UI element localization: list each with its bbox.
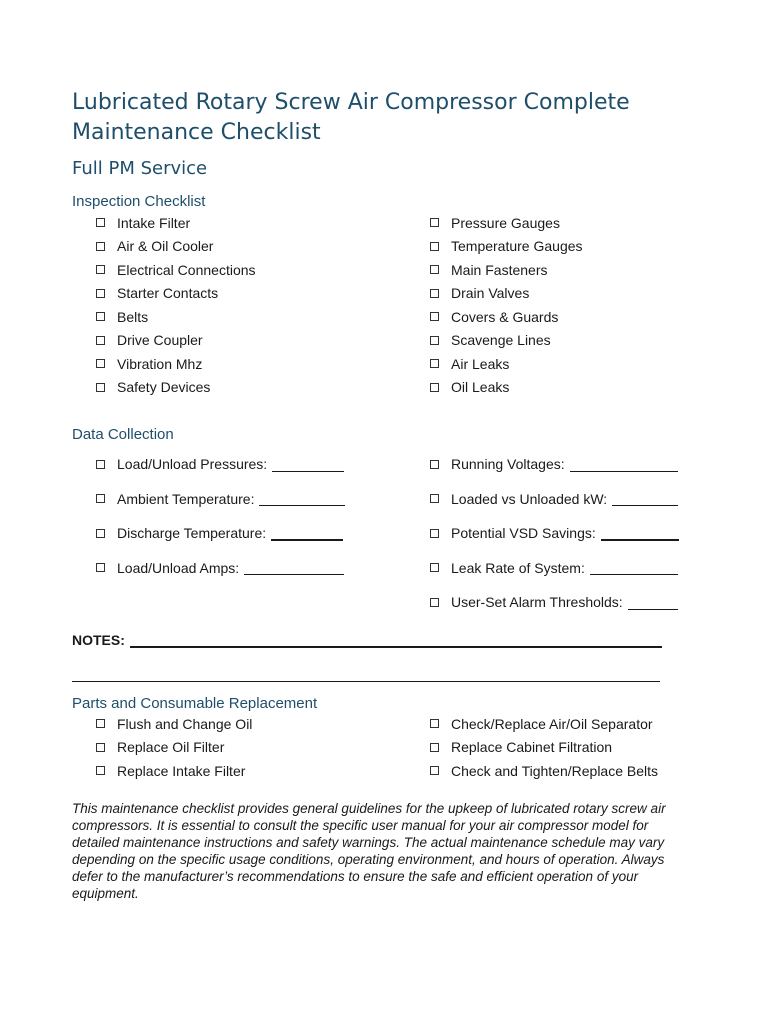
checkbox-icon[interactable]	[430, 242, 439, 251]
data-item[interactable]	[406, 516, 679, 551]
inspection-item-label: Safety Devices	[117, 379, 211, 396]
disclaimer-paragraph: This maintenance checklist provides general guidelines for the upkeep of lubricated rotary screw air compressors. It is essential to consult the specific user manual for your air compressor model for detailed maintenance instructions and safety warnings. The actual maintenance schedule may vary depending on the specific usage conditions, operating environment, and hours of operation. Always defer to the manufacturer’s recommendations to ensure the safe and efficient operation of your equipment.	[72, 801, 666, 901]
inspection-item[interactable]	[406, 235, 583, 259]
inspection-item[interactable]	[406, 305, 583, 329]
inspection-item-label: Scavenge Lines	[451, 332, 551, 349]
checkbox-icon[interactable]	[430, 563, 439, 572]
checkbox-icon[interactable]	[96, 494, 105, 503]
parts-item[interactable]	[406, 759, 658, 783]
inspection-item[interactable]	[72, 258, 256, 282]
inspection-item[interactable]	[406, 258, 583, 282]
data-item-label: Ambient Temperature:	[117, 490, 255, 507]
parts-item[interactable]	[406, 712, 658, 736]
inspection-item[interactable]	[406, 329, 583, 353]
data-item[interactable]	[406, 482, 679, 517]
data-item-label: User-Set Alarm Thresholds:	[451, 594, 623, 611]
data-entry-field[interactable]	[271, 525, 343, 541]
parts-item-label: Replace Intake Filter	[117, 762, 246, 779]
data-item[interactable]	[72, 482, 345, 517]
notes-field[interactable]	[130, 632, 662, 648]
parts-item-label: Replace Cabinet Filtration	[451, 739, 613, 756]
inspection-item-label: Intake Filter	[117, 214, 191, 231]
checkbox-icon[interactable]	[430, 289, 439, 298]
inspection-item[interactable]	[72, 376, 256, 400]
data-item[interactable]	[72, 551, 345, 586]
checkbox-icon[interactable]	[96, 218, 105, 227]
checkbox-icon[interactable]	[96, 289, 105, 298]
parts-list-left	[72, 712, 252, 783]
inspection-item-label: Pressure Gauges	[451, 214, 560, 231]
checkbox-icon[interactable]	[430, 383, 439, 392]
parts-item[interactable]	[406, 736, 658, 760]
data-entry-field[interactable]	[590, 560, 678, 575]
checkbox-icon[interactable]	[430, 460, 439, 469]
checkbox-icon[interactable]	[96, 563, 105, 572]
checkbox-icon[interactable]	[430, 265, 439, 274]
data-item[interactable]	[406, 585, 679, 620]
checkbox-icon[interactable]	[96, 529, 105, 538]
parts-heading: Parts and Consumable Replacement	[72, 695, 318, 712]
inspection-item[interactable]	[72, 211, 256, 235]
inspection-heading: Inspection Checklist	[72, 193, 206, 210]
data-item[interactable]	[406, 447, 679, 482]
data-entry-field[interactable]	[259, 491, 345, 506]
checkbox-icon[interactable]	[430, 359, 439, 368]
data-entry-field[interactable]	[272, 457, 344, 472]
checkbox-icon[interactable]	[96, 265, 105, 274]
checkbox-icon[interactable]	[96, 242, 105, 251]
inspection-item[interactable]	[406, 376, 583, 400]
data-item-label: Running Voltages:	[451, 456, 565, 473]
inspection-list-left	[72, 211, 256, 399]
data-item-label: Leak Rate of System:	[451, 559, 585, 576]
data-item-label: Load/Unload Pressures:	[117, 456, 268, 473]
inspection-item-label: Starter Contacts	[117, 285, 219, 302]
inspection-item-label: Belts	[117, 308, 149, 325]
checkbox-icon[interactable]	[430, 494, 439, 503]
inspection-item-label: Drain Valves	[451, 285, 530, 302]
checkbox-icon[interactable]	[430, 719, 439, 728]
parts-item[interactable]	[72, 712, 252, 736]
inspection-item[interactable]	[72, 329, 256, 353]
inspection-list-right	[406, 211, 583, 399]
document-title: Lubricated Rotary Screw Air Compressor Complete Maintenance Checklist	[72, 90, 630, 145]
checkbox-icon[interactable]	[96, 383, 105, 392]
checkbox-icon[interactable]	[96, 336, 105, 345]
checkbox-icon[interactable]	[430, 529, 439, 538]
checkbox-icon[interactable]	[430, 218, 439, 227]
parts-item-label: Replace Oil Filter	[117, 739, 225, 756]
data-item-label: Discharge Temperature:	[117, 525, 267, 542]
checkbox-icon[interactable]	[430, 336, 439, 345]
data-collection-heading: Data Collection	[72, 426, 174, 443]
inspection-item[interactable]	[72, 282, 256, 306]
checkbox-icon[interactable]	[96, 312, 105, 321]
inspection-item-label: Temperature Gauges	[451, 238, 583, 255]
inspection-item-label: Covers & Guards	[451, 308, 559, 325]
checkbox-icon[interactable]	[430, 598, 439, 607]
inspection-item[interactable]	[72, 352, 256, 376]
checkbox-icon[interactable]	[430, 312, 439, 321]
parts-item-label: Check/Replace Air/Oil Separator	[451, 715, 653, 732]
data-entry-field[interactable]	[612, 491, 678, 506]
inspection-item-label: Air Leaks	[451, 355, 510, 372]
inspection-item-label: Main Fasteners	[451, 261, 548, 278]
data-item-label: Potential VSD Savings:	[451, 525, 596, 542]
inspection-item[interactable]	[72, 235, 256, 259]
checkbox-icon[interactable]	[96, 359, 105, 368]
checkbox-icon[interactable]	[96, 766, 105, 775]
data-item[interactable]	[72, 447, 345, 482]
data-item[interactable]	[406, 551, 679, 586]
data-item-label: Load/Unload Amps:	[117, 559, 240, 576]
data-entry-field[interactable]	[628, 595, 678, 610]
inspection-item-label: Drive Coupler	[117, 332, 203, 349]
data-list-right	[406, 447, 679, 620]
notes-row	[72, 632, 662, 648]
document-subtitle: Full PM Service	[72, 158, 208, 179]
checkbox-icon[interactable]	[96, 460, 105, 469]
data-list-left	[72, 447, 345, 585]
notes-field-line-2[interactable]	[72, 681, 660, 682]
inspection-item-label: Air & Oil Cooler	[117, 238, 214, 255]
inspection-item[interactable]	[72, 305, 256, 329]
parts-item-label: Flush and Change Oil	[117, 715, 253, 732]
inspection-item-label: Vibration Mhz	[117, 355, 203, 372]
data-entry-field[interactable]	[601, 525, 679, 541]
checkbox-icon[interactable]	[96, 743, 105, 752]
checkbox-icon[interactable]	[430, 743, 439, 752]
checkbox-icon[interactable]	[96, 719, 105, 728]
parts-item-label: Check and Tighten/Replace Belts	[451, 762, 659, 779]
parts-item[interactable]	[72, 736, 252, 760]
inspection-item[interactable]	[406, 211, 583, 235]
inspection-item-label: Electrical Connections	[117, 261, 256, 278]
data-item[interactable]	[72, 516, 345, 551]
data-item-label: Loaded vs Unloaded kW:	[451, 490, 608, 507]
notes-label: NOTES:	[72, 632, 125, 648]
checkbox-icon[interactable]	[430, 766, 439, 775]
inspection-item[interactable]	[406, 352, 583, 376]
inspection-item-label: Oil Leaks	[451, 379, 510, 396]
inspection-item[interactable]	[406, 282, 583, 306]
parts-list-right	[406, 712, 658, 783]
data-entry-field[interactable]	[570, 457, 678, 472]
data-entry-field[interactable]	[244, 560, 344, 575]
parts-item[interactable]	[72, 759, 252, 783]
